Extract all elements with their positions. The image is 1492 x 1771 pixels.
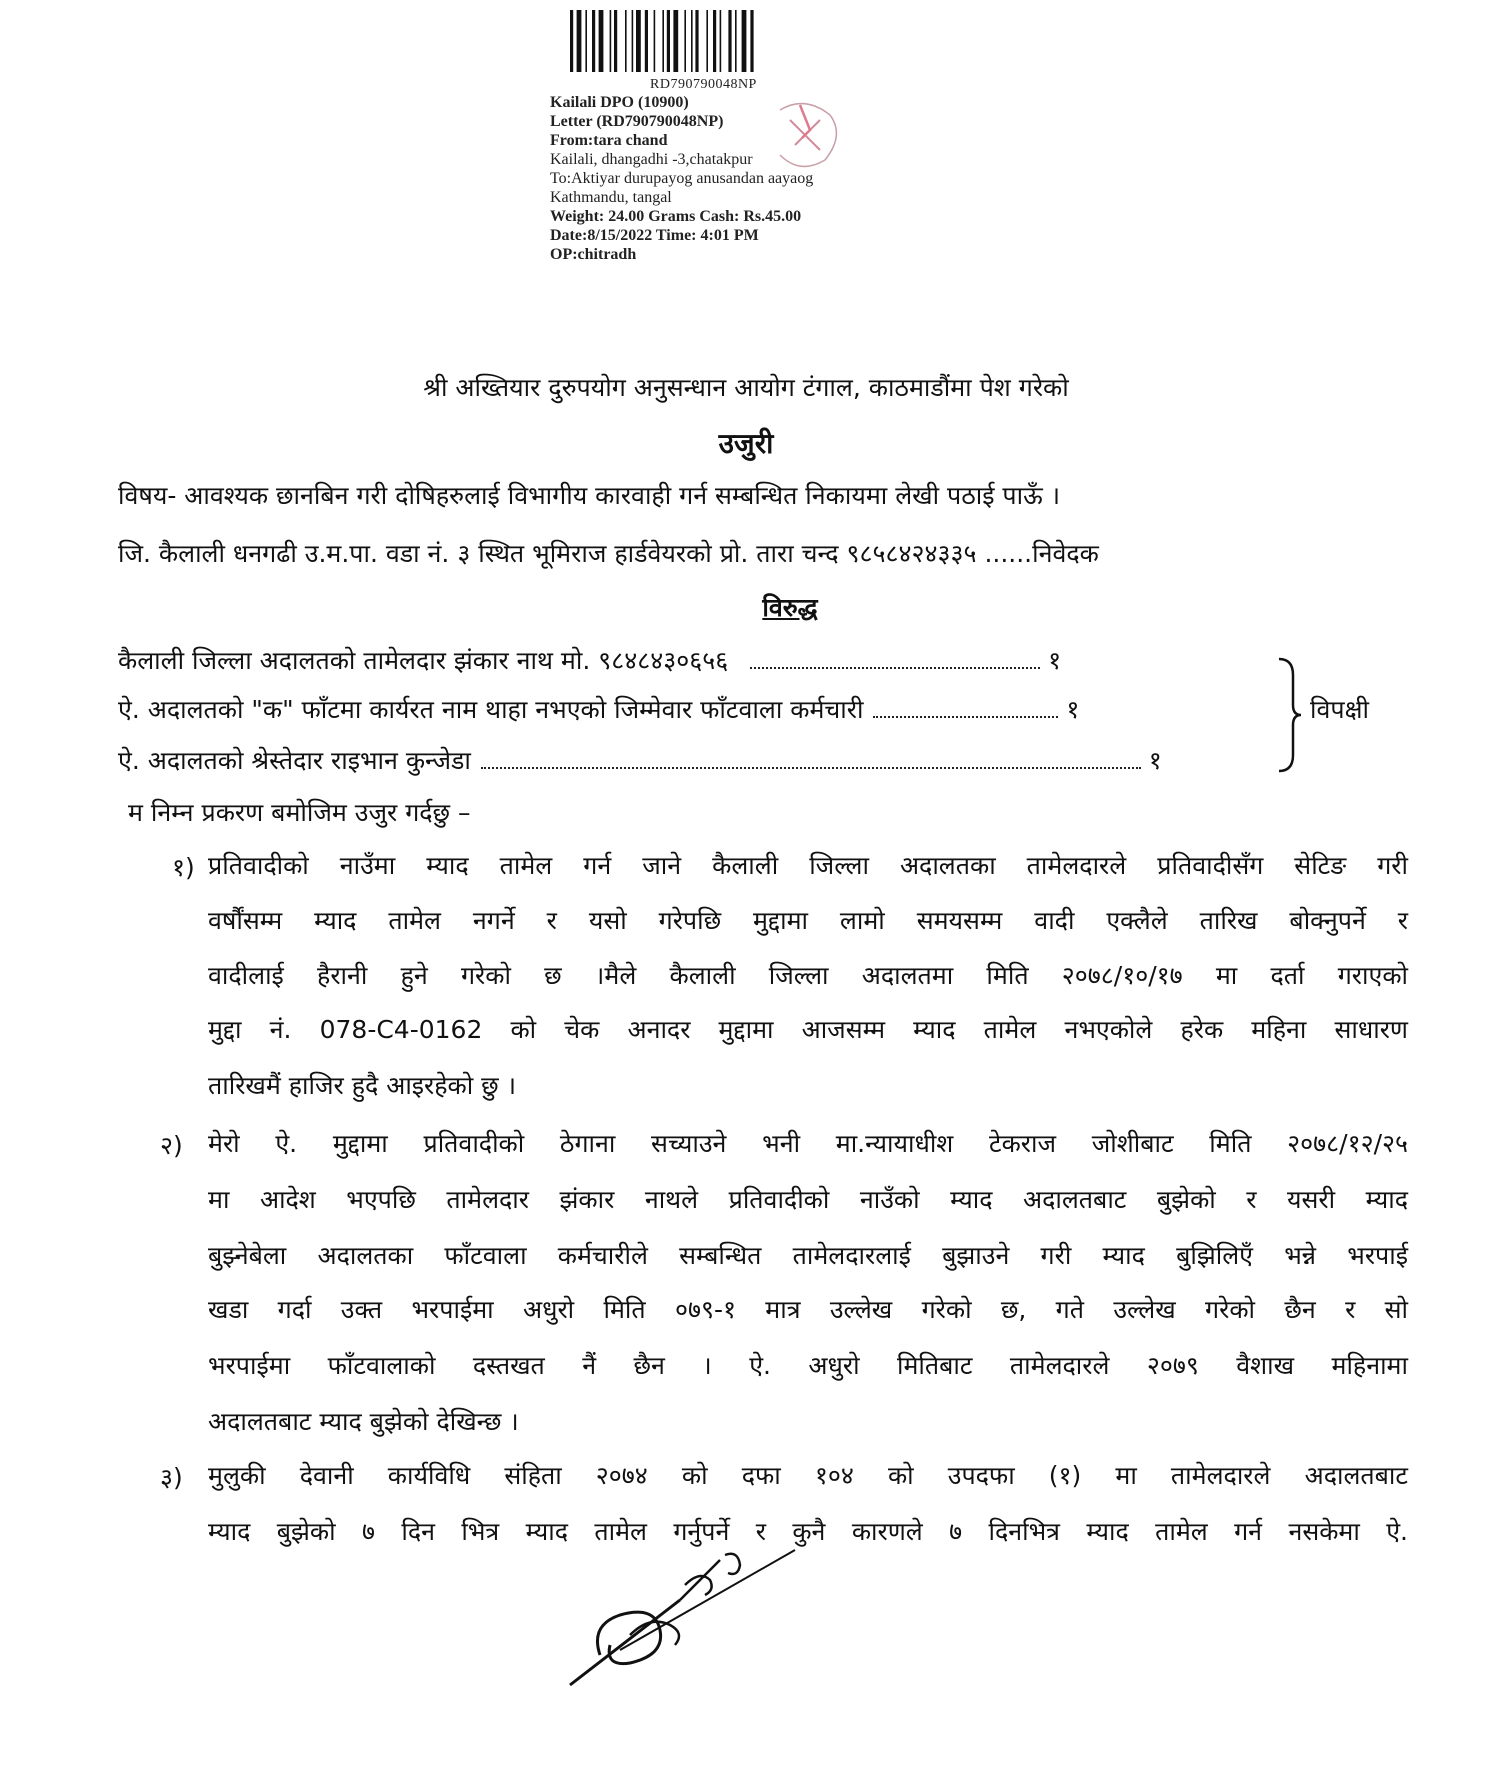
document-title: उजुरी — [718, 427, 774, 460]
dotted-leader — [750, 667, 1040, 669]
petitioner-line: जि. कैलाली धनगढी उ.म.पा. वडा नं. ३ स्थित भूमिराज हार्डवेयरको प्रो. तारा चन्द ९८५८४२४३३५ ......निवेदक — [118, 539, 1099, 568]
receipt-operator: OP:chitradh — [550, 246, 637, 263]
respondent-text: ऐ. अदालतको श्रेस्तेदार राइभान कुन्जेडा — [118, 746, 471, 775]
paragraph-line: मेरो ऐ. मुद्दामा प्रतिवादीको ठेगाना सच्याउने भनी मा.न्यायाधीश टेकराज जोशीबाट मिति २०७८/१२/२५ — [208, 1129, 1408, 1158]
respondent-count: १ — [1066, 695, 1080, 724]
respondents-label: विपक्षी — [1310, 695, 1369, 724]
receipt-office: Kailali DPO (10900) — [550, 94, 689, 111]
paragraph-line: प्रतिवादीको नाउँमा म्याद तामेल गर्न जाने कैलाली जिल्ला अदालतका तामेलदारले प्रतिवादीसँग सेटिङ गरी — [208, 851, 1408, 880]
receipt-to: To:Aktiyar durupayog anusandan aayaog — [550, 170, 814, 187]
paragraph-line: वर्षौंसम्म म्याद तामेल नगर्ने र यसो गरेपछि मुद्दामा लामो समयसम्म वादी एक्लैले तारिख बोक्नुपर्ने र — [208, 906, 1408, 935]
respondent-count: १ — [1048, 646, 1062, 675]
respondent-count: १ — [1148, 746, 1162, 775]
paragraph-number: १) — [172, 853, 195, 882]
paragraph-line: खडा गर्दा उक्त भरपाईमा अधुरो मिति ०७९-१ मात्र उल्लेख गरेको छ, गते उल्लेख गरेको छैन र सो — [208, 1295, 1408, 1324]
paragraph-line: मुलुकी देवानी कार्यविधि संहिता २०७४ को दफा १०४ को उपदफा (१) मा तामेलदारले अदालतबाट — [208, 1461, 1408, 1490]
intro-line: म निम्न प्रकरण बमोजिम उजुर गर्दछु – — [128, 798, 471, 827]
respondent-text: ऐ. अदालतको "क" फाँटमा कार्यरत नाम थाहा नभएको जिम्मेवार फाँटवाला कर्मचारी — [118, 695, 864, 724]
receipt-weight-cash: Weight: 24.00 Grams Cash: Rs.45.00 — [550, 208, 802, 225]
respondent-row — [118, 645, 1061, 677]
paragraph-line: मा आदेश भएपछि तामेलदार झंकार नाथले प्रतिवादीको नाउँको म्याद अदालतबाट बुझेको र यसरी म्याद — [208, 1185, 1408, 1214]
respondent-text: कैलाली जिल्ला अदालतको तामेलदार झंकार नाथ मो. ९८४८४३०६५६ — [118, 646, 729, 675]
addressee-line: श्री अख्तियार दुरुपयोग अनुसन्धान आयोग टंगाल, काठमाडौंमा पेश गरेको — [423, 373, 1069, 402]
receipt-from: From:tara chand — [550, 132, 668, 149]
signature-icon — [560, 1545, 810, 1695]
receipt-from-address: Kailali, dhangadhi -3,chatakpur — [550, 151, 753, 168]
paragraph-line: मुद्दा नं. 078-C4-0162 को चेक अनादर मुद्दामा आजसम्म म्याद तामेल नभएकोले हरेक महिना साधारण — [208, 1015, 1408, 1044]
receipt-date-time: Date:8/15/2022 Time: 4:01 PM — [550, 227, 759, 244]
paragraph-line: अदालतबाट म्याद बुझेको देखिन्छ । — [208, 1407, 519, 1436]
barcode-number: RD790790048NP — [650, 77, 757, 92]
paragraph-number: ३) — [160, 1463, 183, 1492]
dotted-leader — [481, 767, 1141, 769]
right-brace-icon — [1275, 655, 1305, 775]
receipt-letter: Letter (RD790790048NP) — [550, 113, 724, 130]
paragraph-number: २) — [160, 1131, 183, 1160]
dotted-leader — [873, 716, 1058, 718]
paragraph-line: तारिखमैं हाजिर हुदै आइरहेको छु । — [208, 1071, 517, 1100]
respondent-row — [118, 694, 1079, 726]
versus-heading: विरुद्ध — [762, 593, 818, 622]
postal-receipt — [550, 10, 930, 264]
paragraph-line: वादीलाई हैरानी हुने गरेको छ ।मैले कैलाली जिल्ला अदालतमा मिति २०७८/१०/१७ मा दर्ता गराएको — [208, 961, 1408, 990]
postal-stamp-icon — [760, 90, 850, 180]
receipt-to-address: Kathmandu, tangal — [550, 189, 672, 206]
paragraph-line: भरपाईमा फाँटवालाको दस्तखत नैं छैन । ऐ. अधुरो मितिबाट तामेलदारले २०७९ वैशाख महिनामा — [208, 1351, 1408, 1380]
paragraph-line: म्याद बुझेको ७ दिन भित्र म्याद तामेल गर्नुपर्ने र कुनै कारणले ७ दिनभित्र म्याद तामेल गर्न नसकेमा ऐ. — [208, 1517, 1408, 1546]
subject-line: विषय- आवश्यक छानबिन गरी दोषिहरुलाई विभागीय कारवाही गर्न सम्बन्धित निकायमा लेखी पठाई पाऊँ । — [118, 481, 1061, 510]
respondent-row — [118, 745, 1162, 777]
paragraph-line: बुझ्नेबेला अदालतका फाँटवाला कर्मचारीले सम्बन्धित तामेलदारलाई बुझाउने गरी म्याद बुझिलिएँ भन्ने भरपाई — [208, 1241, 1408, 1270]
barcode-icon — [570, 10, 800, 72]
